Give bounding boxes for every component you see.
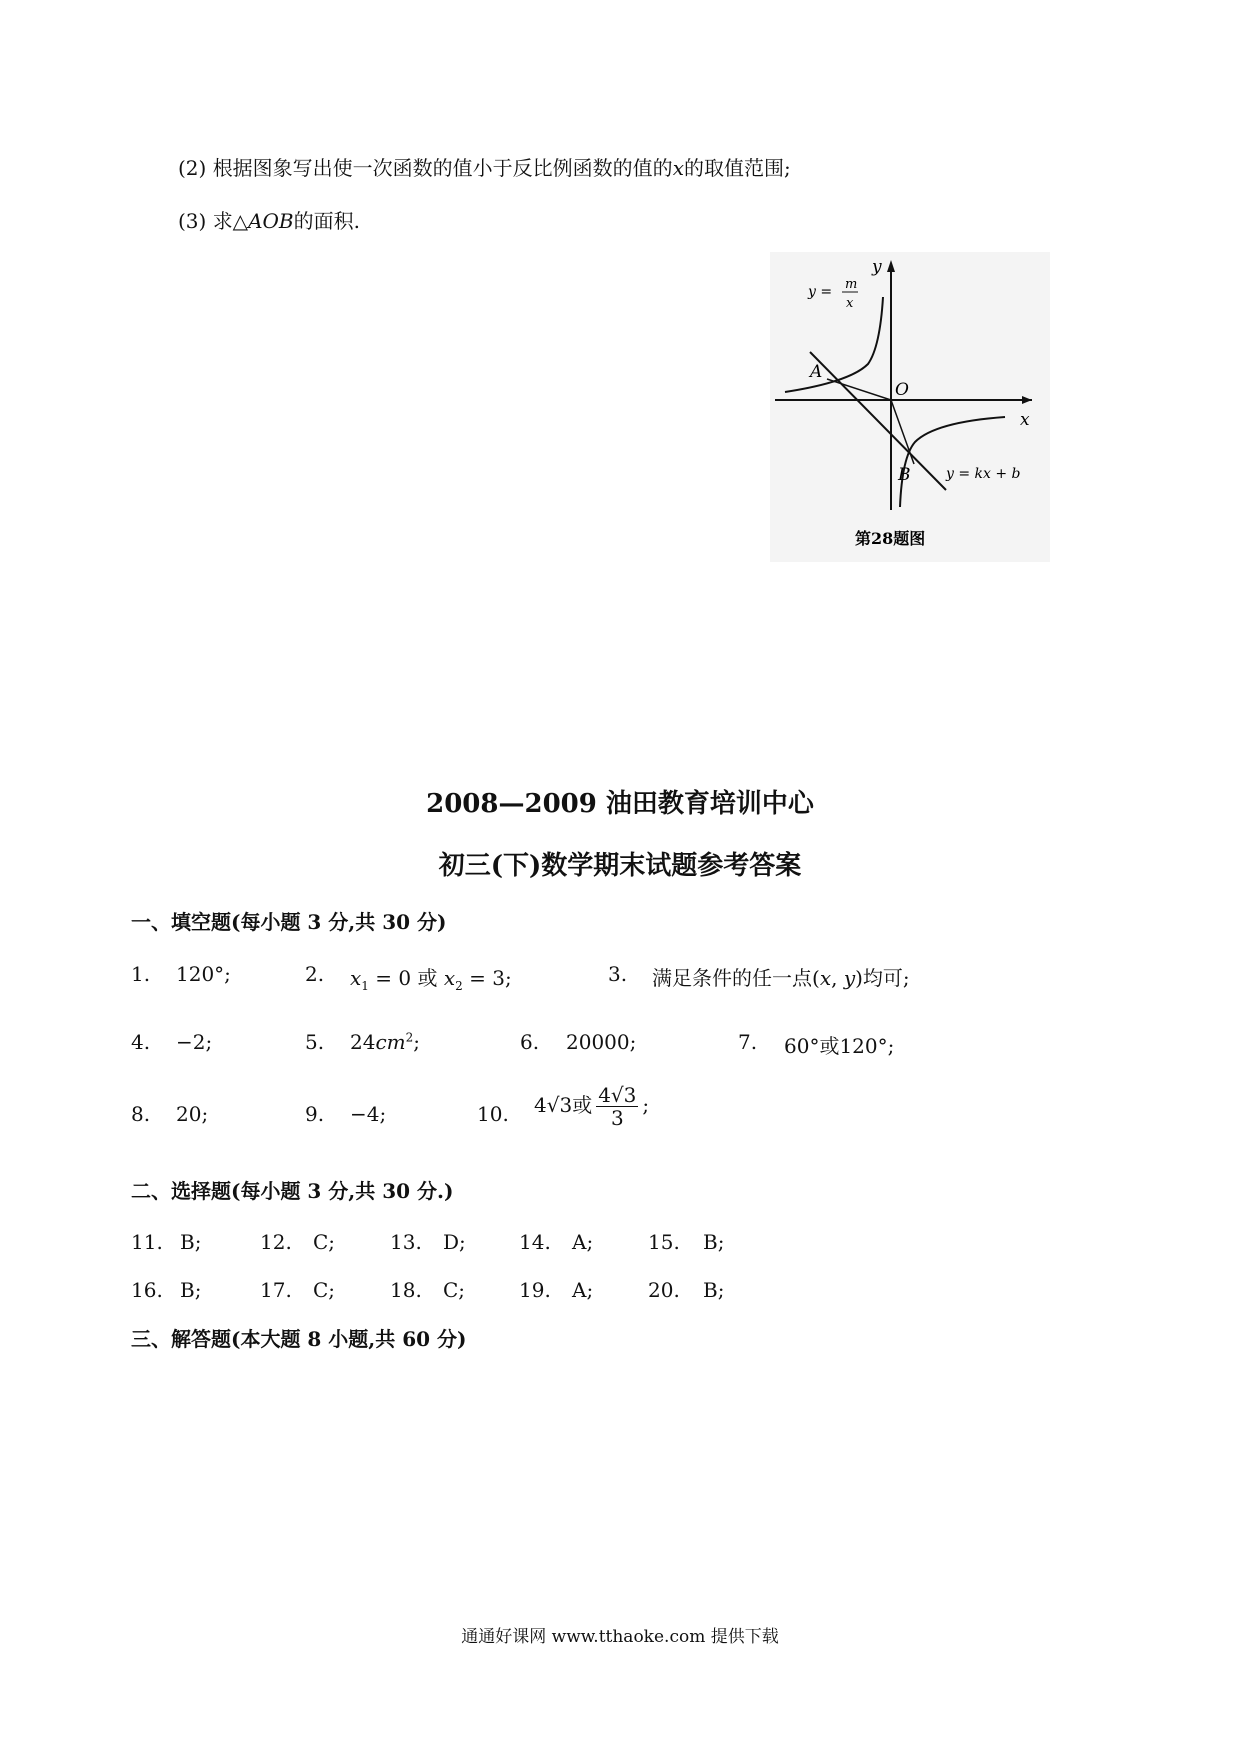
answer-5-value: $24cm^2$; [350,1030,421,1054]
answer-1-value: 120°; [176,962,231,986]
choice-18: 18. [390,1278,422,1302]
y-axis-label: y [872,257,882,277]
choice-16: 16. [131,1278,163,1302]
choice-20: 20. [648,1278,680,1302]
choice-18-answer: C; [443,1278,466,1302]
question-3: (3) 求△AOB的面积. [178,209,360,233]
choice-14: 14. [519,1230,551,1254]
answer-7-value: 60°或120°; [784,1034,895,1058]
choice-14-answer: A; [572,1230,594,1254]
line-equation-label: y = kx + b [946,466,1021,482]
choice-11: 11. [131,1230,163,1254]
answer-10-value: 4√3或 $\frac{4√3}{3}$ ; [534,1083,650,1130]
answer-7-number: 7. [738,1030,758,1054]
answer-2-number: 2. [305,962,325,986]
hyperbola-denominator: x [846,296,854,311]
choice-12: 12. [260,1230,292,1254]
section-2-heading: 二、选择题(每小题 3 分,共 30 分.) [131,1179,454,1203]
answer-1: 1. [131,962,151,986]
y-axis-arrow [887,260,895,272]
choice-15: 15. [648,1230,680,1254]
hyperbola-lhs: y = [808,284,833,300]
line-kx-b [810,352,946,490]
origin-label: O [895,380,909,400]
choice-17: 17. [260,1278,292,1302]
variable-x: x [672,156,684,180]
question-2: (2) 根据图象写出使一次函数的值小于反比例函数的值的x的取值范围; [178,156,791,180]
choice-11-answer: B; [180,1230,202,1254]
answer-3-number: 3. [608,962,628,986]
page-footer: 通通好课网 www.tthaoke.com 提供下载 [461,1627,779,1647]
choice-20-answer: B; [703,1278,725,1302]
answer-10-fraction: $\frac{4√3}{3}$ [598,1083,637,1130]
triangle-name: AOB [248,209,294,233]
hyperbola-numerator: m [845,277,858,292]
hyperbola-branch-right [900,417,1005,507]
answer-4-value: −2; [176,1030,213,1054]
answer-4-number: 4. [131,1030,151,1054]
figure-caption: 第28题图 [855,529,926,548]
choice-15-answer: B; [703,1230,725,1254]
choice-13: 13. [390,1230,422,1254]
answer-2-value: $x_1 = 0$ 或 $x_2 = 3$; [350,966,512,993]
choice-17-answer: C; [313,1278,336,1302]
point-b-label: B [898,465,911,485]
answer-5-number: 5. [305,1030,325,1054]
answer-9-value: −4; [350,1102,387,1126]
answer-10-number: 10. [477,1102,509,1126]
choice-13-answer: D; [443,1230,466,1254]
document-title-1: 2008—2009 油田教育培训中心 [426,789,814,819]
answer-8-number: 8. [131,1102,151,1126]
function-graph [770,252,1050,562]
segment-ob [891,400,914,464]
answer-3-value: 满足条件的任一点(x, y)均可; [652,966,910,990]
choice-19-answer: A; [572,1278,594,1302]
section-3-heading: 三、解答题(本大题 8 小题,共 60 分) [131,1327,467,1351]
section-1-heading: 一、填空题(每小题 3 分,共 30 分) [131,910,447,934]
x-axis-arrow [1022,396,1032,404]
document-title-2: 初三(下)数学期末试题参考答案 [438,851,802,881]
answer-9-number: 9. [305,1102,325,1126]
choice-16-answer: B; [180,1278,202,1302]
answer-6-value: 20000; [566,1030,637,1054]
answer-8-value: 20; [176,1102,209,1126]
choice-12-answer: C; [313,1230,336,1254]
x-axis-label: x [1020,410,1030,430]
figure-28 [770,252,1050,562]
segment-oa [827,379,891,400]
point-a-label: A [810,362,823,382]
answer-6-number: 6. [520,1030,540,1054]
choice-19: 19. [519,1278,551,1302]
